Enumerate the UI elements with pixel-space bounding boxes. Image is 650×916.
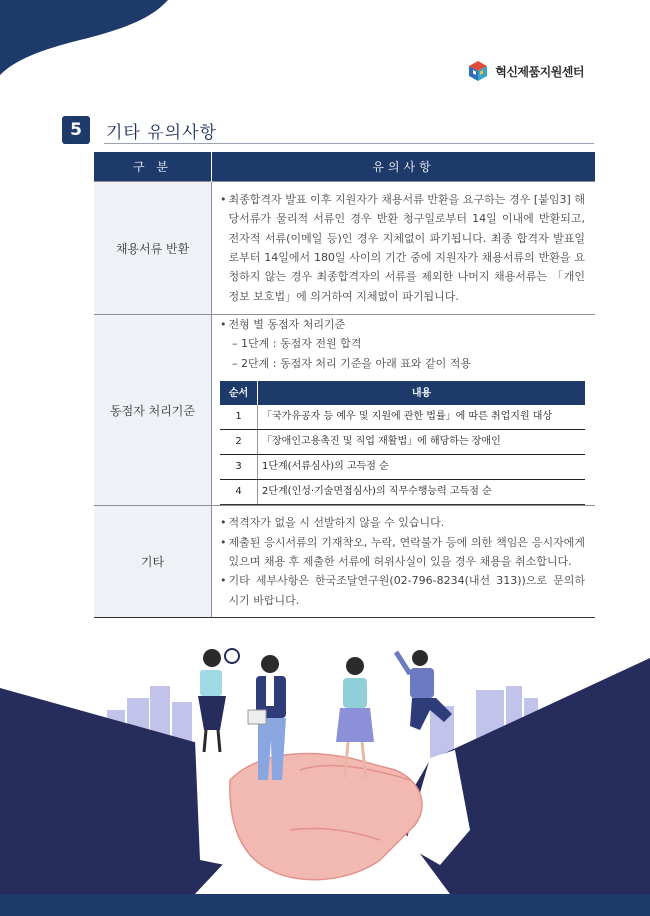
woman-magnifier [198,649,239,752]
logo [467,60,584,82]
section-number: 5 [62,116,90,144]
bullet-item: • 최종합격자 발표 이후 지원자가 채용서류 반환을 요구하는 경우 [붙임3] 해당서류가 물리적 서류인 경우 반환 청구일로부터 14일 이내에 반환되고, 전자적 서류(이메일 등)인 경우 지체없이 파기됩니다. 최종 합격자 발표일로부터 14일에서 180일 사이의 기간 중에 지원자가 채용서류의 반환을 요청하지 않는 경우 최종합격자의 서류를 제외한 나머지 채용서류는 「개인정보 보호법」에 의거하여 지체없이 파기됩니다. [220,192,585,303]
sub-item: – 2단계 : 동점자 처리 기준을 아래 표와 같이 적용 [232,356,471,370]
table-row: 4 2단계(인성·기술면접심사)의 직무수행능력 고득점 순 [220,480,585,505]
header-category: 구 분 [94,152,212,182]
corner-wave-decoration [0,0,180,80]
header-notes: 유의사항 [212,152,596,182]
table-row [94,182,595,315]
category-cell: 기타 [94,506,212,618]
bullet-item: • 적격자가 없을 시 선발하지 않을 수 있습니다. [220,516,445,530]
cube-logo-icon [467,60,489,82]
table-row: 2 「장애인고용촉진 및 직업 재활법」에 해당하는 장애인 [220,430,585,455]
footer-bar [0,894,650,916]
inner-header-content: 내용 [258,381,586,405]
table-row: 1 「국가유공자 등 예우 및 지원에 관한 법률」에 따른 취업지원 대상 [220,405,585,430]
notice-table [94,152,595,618]
bullet-item: • 기타 세부사항은 한국조달연구원(02-796-8234(내선 313))으로 문의하시기 바랍니다. [220,574,585,607]
logo-text: 혁신제품지원센터 [495,64,584,79]
inner-header-order: 순서 [220,381,258,405]
tiebreak-table [220,381,585,505]
man-running [396,650,452,730]
table-row [94,315,595,506]
content-cell [212,315,596,506]
table-row [94,506,595,618]
category-cell: 동점자 처리기준 [94,315,212,506]
category-cell: 채용서류 반환 [94,182,212,315]
content-cell [212,506,596,618]
bullet-item: • 제출된 응시서류의 기재착오, 누락, 연락불가 등에 의한 책임은 응시자에게 있으며 채용 후 제출한 서류에 허위사실이 있을 경우 채용을 취소합니다. [220,535,585,569]
table-row: 3 1단계(서류심사)의 고득점 순 [220,455,585,480]
section-rule [104,143,594,144]
bullet-item: • 전형 별 동점자 처리기준 [220,318,346,331]
content-cell [212,182,596,315]
handshake-illustration [0,630,650,894]
section-title: 기타 유의사항 [106,122,217,143]
sub-item: – 1단계 : 동점자 전원 합격 [232,337,362,351]
section-heading [62,116,217,144]
man-suit [248,655,286,780]
